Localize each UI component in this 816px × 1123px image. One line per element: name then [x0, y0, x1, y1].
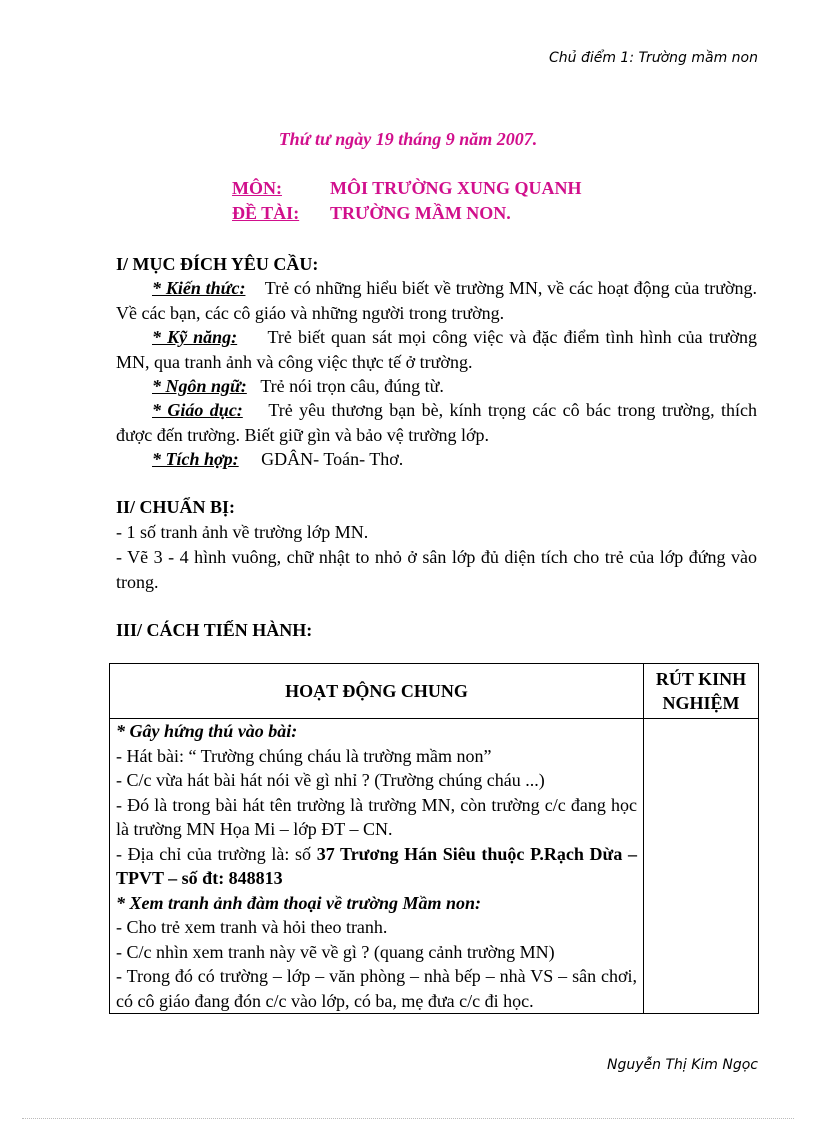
- activity-heading: * Gây hứng thú vào bài:: [116, 721, 298, 741]
- objective-label: * Kiến thức:: [152, 278, 246, 298]
- objective-language: [116, 374, 757, 399]
- prep-item: - 1 số tranh ảnh về trường lớp MN.: [116, 522, 369, 542]
- section3-title: III/ CÁCH TIẾN HÀNH:: [116, 620, 313, 640]
- experience-cell: [644, 719, 759, 1014]
- page-bottom-divider: [22, 1118, 794, 1119]
- objective-integration: [116, 447, 757, 472]
- activity-line: - Trong đó có trường – lớp – văn phòng – nhà bếp – nhà VS – sân chơi, có cô giáo đang đón c/c vào lớp, có ba, mẹ đưa c/c đi học.: [116, 966, 637, 1011]
- objective-education: [116, 398, 757, 447]
- objective-label: * Tích hợp:: [152, 449, 239, 469]
- table-header-row: [110, 664, 759, 719]
- activity-line: - C/c nhìn xem tranh này vẽ về gì ? (quang cảnh trường MN): [116, 941, 555, 962]
- objective-text: Trẻ nói trọn câu, đúng từ.: [260, 376, 444, 396]
- objective-text: GDÂN- Toán- Thơ.: [261, 449, 404, 469]
- objective-label: * Giáo dục:: [152, 400, 243, 420]
- objective-text: Trẻ yêu thương bạn bè, kính trọng các cô bác trong trường, thích được đến trường. Biết giữ gìn và bảo vệ trường lớp.: [116, 400, 757, 445]
- topic-label: ĐỀ TÀI:: [232, 203, 300, 223]
- address-prefix: - Địa chỉ của trường là: số: [116, 843, 317, 864]
- objective-text: Trẻ có những hiểu biết về trường MN, về các hoạt động của trường. Về các bạn, các cô giáo và những người trong trường.: [116, 278, 758, 323]
- activity-line: - C/c vừa hát bài hát nói về gì nhỉ ? (Trường chúng cháu ...): [116, 770, 545, 790]
- author-footer: Nguyễn Thị Kim Ngọc: [607, 1057, 758, 1073]
- address-street: 37 Trương Hán Siêu thuộc: [316, 843, 531, 864]
- address-ward: P.Rạch Dừa – TPVT – số đt: 848813: [116, 843, 637, 888]
- section2-title: II/ CHUẨN BỊ:: [116, 497, 236, 517]
- topic-value: TRƯỜNG MẦM NON.: [330, 203, 511, 223]
- activity-table: [109, 663, 759, 1014]
- activity-content: [110, 719, 644, 1014]
- subject-label: MÔN:: [232, 178, 282, 198]
- subject-value: MÔI TRƯỜNG XUNG QUANH: [330, 178, 582, 198]
- prep-item: - Vẽ 3 - 4 hình vuông, chữ nhật to nhỏ ở sân lớp đủ diện tích cho trẻ của lớp đứng vào trong.: [116, 547, 757, 592]
- activity-line: - Hát bài: “ Trường chúng cháu là trường mầm non”: [116, 745, 492, 766]
- header-general-activity: HOẠT ĐỘNG CHUNG: [110, 664, 644, 719]
- objective-skills: [116, 325, 757, 374]
- page-header-topic: Chủ điểm 1: Trường mầm non: [548, 50, 758, 66]
- objective-label: * Ngôn ngữ:: [152, 376, 247, 396]
- header-experience: RÚT KINH NGHIỆM: [644, 664, 759, 719]
- activity-line: - Cho trẻ xem tranh và hỏi theo tranh.: [116, 917, 388, 937]
- activity-heading: * Xem tranh ảnh đàm thoại về trường Mầm non:: [116, 892, 482, 913]
- table-row: [110, 719, 759, 1014]
- objective-text: Trẻ biết quan sát mọi công việc và đặc điểm tình hình của trường MN, qua tranh ảnh và công việc thực tế ở trường.: [116, 327, 758, 372]
- lesson-date: Thứ tư ngày 19 tháng 9 năm 2007.: [278, 129, 538, 149]
- activity-line: - Đó là trong bài hát tên trường là trường MN, còn trường c/c đang học là trường MN Họa Mi – lớp ĐT – CN.: [116, 794, 637, 839]
- section1-title: I/ MỤC ĐÍCH YÊU CẦU:: [116, 254, 319, 274]
- activity-line: [116, 842, 637, 891]
- subject-line: [232, 178, 582, 199]
- objective-label: * Kỹ năng:: [152, 327, 238, 347]
- topic-line: [232, 203, 511, 224]
- objective-knowledge: [116, 276, 757, 325]
